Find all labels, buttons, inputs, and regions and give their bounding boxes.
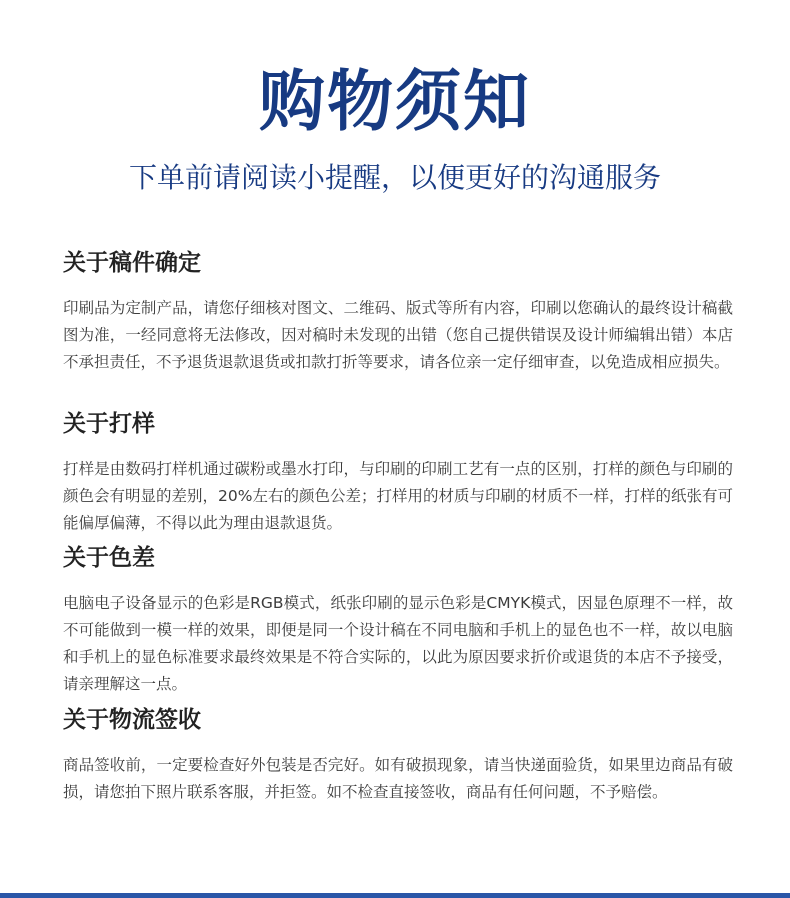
page-subtitle: 下单前请阅读小提醒，以便更好的沟通服务 [128, 161, 661, 194]
section-body: 打样是由数码打样机通过碳粉或墨水打印，与印刷的印刷工艺有一点的区别，打样的颜色与印刷的颜色会有明显的差别，20%左右的颜色公差；打样用的材质与印刷的材质不一样，打样的纸张有可能偏厚偏薄，不得以此为理由退款退货。 [63, 460, 733, 532]
section-heading: 关于色差 [63, 545, 155, 571]
bottom-divider-bar [0, 893, 790, 898]
section-proofing [63, 409, 733, 537]
section-manuscript-confirmation [63, 248, 733, 376]
section-heading: 关于打样 [63, 411, 155, 437]
page-title: 购物须知 [259, 63, 531, 140]
section-color-difference [63, 543, 733, 698]
section-body: 商品签收前，一定要检查好外包装是否完好。如有破损现象，请当快递面验货，如果里边商品有破损，请您拍下照片联系客服，并拒签。如不检查直接签收，商品有任何问题，不予赔偿。 [63, 756, 733, 801]
section-heading: 关于稿件确定 [63, 250, 201, 276]
section-heading: 关于物流签收 [63, 707, 201, 733]
section-body: 印刷品为定制产品，请您仔细核对图文、二维码、版式等所有内容，印刷以您确认的最终设计稿截图为准，一经同意将无法修改，因对稿时未发现的出错（您自己提供错误及设计师编辑出错）本店不承担责任，不予退货退款退货或扣款打折等要求，请各位亲一定仔细审查，以免造成相应损失。 [63, 299, 733, 371]
section-body: 电脑电子设备显示的色彩是RGB模式，纸张印刷的显示色彩是CMYK模式，因显色原理不一样，故不可能做到一模一样的效果，即便是同一个设计稿在不同电脑和手机上的显色也不一样，故以电脑和手机上的显色标准要求最终效果是不符合实际的，以此为原因要求折价或退货的本店不予接受，请亲理解这一点。 [63, 594, 733, 693]
section-logistics-signing [63, 705, 733, 806]
